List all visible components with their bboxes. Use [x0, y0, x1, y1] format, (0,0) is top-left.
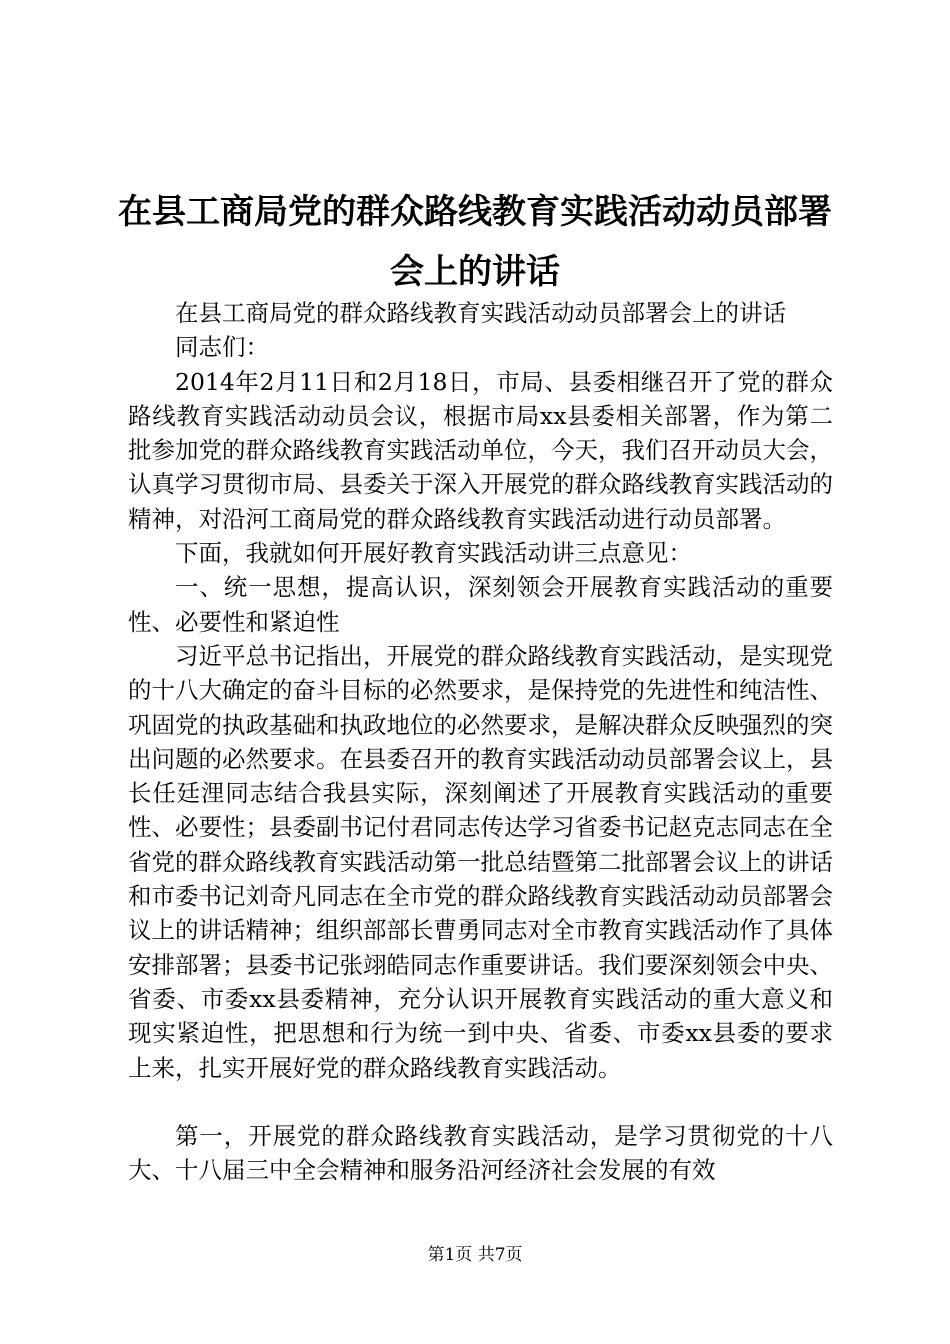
- body-paragraph-section-one: 习近平总书记指出，开展党的群众路线教育实践活动，是实现党的十八大确定的奋斗目标的必然要求，是保持党的先进性和纯洁性、巩固党的执政基础和执政地位的必然要求，是解决群众反映强烈的突出问题的必然要求。在县委召开的教育实践活动动员部署会议上，县长任廷浬同志结合我县实际，深刻阐述了开展教育实践活动的重要性、必要性；县委副书记付君同志传达学习省委书记赵克志同志在全省党的群众路线教育实践活动第一批总结暨第二批部署会议上的讲话和市委书记刘奇凡同志在全市党的群众路线教育实践活动动员部署会议上的讲话精神；组织部部长曹勇同志对全市教育实践活动作了具体安排部署；县委书记张翊皓同志作重要讲话。我们要深刻领会中央、省委、市委xx县委精神，充分认识开展教育实践活动的重大意义和现实紧迫性，把思想和行为统一到中央、省委、市委xx县委的要求上来，扎实开展好党的群众路线教育实践活动。: [128, 641, 833, 1082]
- body-paragraph-title-repeat: 在县工商局党的群众路线教育实践活动动员部署会上的讲话: [175, 299, 786, 327]
- document-title: 在县工商局党的群众路线教育实践活动动员部署会上的讲话: [118, 192, 832, 292]
- section-heading-one: 一、统一思想，提高认识，深刻领会开展教育实践活动的重要性、必要性和紧迫性: [128, 573, 833, 636]
- body-paragraph-first-point: 第一，开展党的群众路线教育实践活动，是学习贯彻党的十八大、十八届三中全会精神和服务沿河经济社会发展的有效: [128, 1121, 833, 1185]
- body-paragraph-salutation: 同志们：: [175, 333, 269, 362]
- document-body: [128, 296, 833, 1187]
- body-paragraph-outline: 下面，我就如何开展好教育实践活动讲三点意见：: [175, 539, 692, 568]
- page-footer: 第1页 共7页: [427, 1245, 523, 1265]
- body-paragraph-intro: 2014年2月11日和2月18日，市局、县委相继召开了党的群众路线教育实践活动动员会议，根据市局xx县委相关部署，作为第二批参加党的群众路线教育实践活动单位，今天，我们召开动员大会，认真学习贯彻市局、县委关于深入开展党的群众路线教育实践活动的精神，对沿河工商局党的群众路线教育实践活动进行动员部署。: [128, 367, 833, 533]
